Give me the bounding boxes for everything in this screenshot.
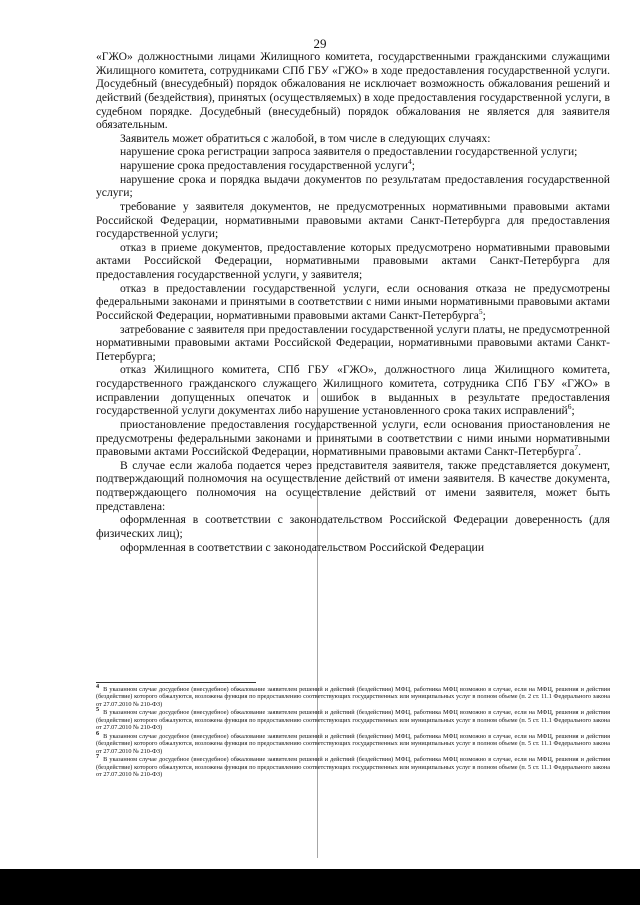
body-paragraph xyxy=(96,145,610,159)
body-paragraph xyxy=(96,50,610,132)
paragraph-text: нарушение срока предоставления государственной услуги xyxy=(120,159,408,172)
paragraph-text: оформленная в соответствии с законодательством Российской Федерации xyxy=(120,540,485,554)
paragraph-text: оформленная в соответствии с законодательством Российской Федерации доверенность (для физических лиц); xyxy=(96,513,610,540)
paragraph-punct: . xyxy=(578,445,582,459)
footnote-number: 7 xyxy=(96,753,100,761)
footnote-text: В указанном случае досудебное (внесудебное) обжалование заявителем решений и действий (бездействия) МФЦ, работника МФЦ возможно в случае, если на МФЦ, решения и действия (бездействие) которого обжалуются, возложена функция по предоставлению соответствующих государственных или муниципальных услуг в полном объеме (п. 5 ст. 11.1 Федерального закона от 27.07.2010 № 210-ФЗ) xyxy=(96,756,610,779)
footnote-number: 5 xyxy=(96,706,100,714)
paragraph-text: Заявитель может обратиться с жалобой, в том числе в следующих случаях: xyxy=(120,131,491,145)
paragraph-punct: ; xyxy=(411,159,415,172)
footnote-ref[interactable]: 5 xyxy=(478,307,483,317)
body-paragraph xyxy=(96,200,610,241)
body-paragraph xyxy=(96,459,610,514)
footnote-text: В указанном случае досудебное (внесудебное) обжалование заявителем решений и действий (бездействия) МФЦ, работника МФЦ возможно в случае, если на МФЦ, решения и действия (бездействие) которого обжалуются, возложена функция по предоставлению соответствующих государственных или муниципальных услуг в полном объеме (п. 2 ст. 11.1 Федерального закона от 27.07.2010 № 210-ФЗ) xyxy=(96,686,610,708)
body-paragraph xyxy=(96,541,610,555)
body-paragraph xyxy=(96,173,610,200)
footnote-number: 4 xyxy=(96,682,100,690)
body-paragraph xyxy=(96,159,610,173)
body-text xyxy=(96,50,610,554)
paragraph-text: нарушение срока регистрации запроса заявителя о предоставлении государственной услуги; xyxy=(120,145,578,159)
footnote-separator xyxy=(96,682,256,683)
paragraph-text: отказ в приеме документов, предоставление которых предусмотрено нормативными правовыми актами Российской Федерации, нормативными правовыми актами Санкт-Петербурга для предоставления государственной услуги, у заявителя; xyxy=(96,240,610,281)
footnotes xyxy=(96,682,610,780)
paragraph-punct: ; xyxy=(482,308,486,322)
footnote-text: В указанном случае досудебное (внесудебное) обжалование заявителем решений и действий (бездействия) МФЦ, работника МФЦ возможно в случае, если на МФЦ, решения и действия (бездействие) которого обжалуются, возложена функция по предоставлению соответствующих государственных или муниципальных услуг в полном объеме (п. 5 ст. 11.1 Федерального закона от 27.07.2010 № 210-ФЗ) xyxy=(96,732,610,755)
body-paragraph xyxy=(96,323,610,364)
footnote-ref[interactable]: 7 xyxy=(574,443,579,453)
scan-bottom-band xyxy=(0,869,640,905)
paragraph-punct: ; xyxy=(571,404,575,418)
page-number: 29 xyxy=(313,36,327,51)
footnote-ref[interactable]: 6 xyxy=(567,402,572,412)
body-paragraph xyxy=(96,363,610,418)
paragraph-text: требование у заявителя документов, не предусмотренных нормативными правовыми актами Российской Федерации, нормативными правовыми актами Санкт-Петербурга для предоставления государственной услуги; xyxy=(96,199,610,241)
paragraph-text: нарушение срока и порядка выдачи документов по результатам предоставления государственной услуги; xyxy=(96,172,610,200)
body-paragraph xyxy=(96,418,610,459)
scan-fold-line xyxy=(317,388,318,858)
footnote xyxy=(96,729,610,755)
paragraph-text: В случае если жалоба подается через представителя заявителя, также представляется документ, подтверждающий полномочия на осуществление действий от имени заявителя. В качестве документа, подтверждающего полномочия на осуществление действий от имени заявителя, может быть представлена: xyxy=(96,458,610,513)
footnote xyxy=(96,706,610,732)
paragraph-text: «ГЖО» должностными лицами Жилищного комитета, государственными гражданскими служащими Жилищного комитета, сотрудниками СПб ГБУ «ГЖО» в ходе предоставления государственной услуги. Досудебный (внесудебный) порядок обжалования не исключает возможность обжалования решений и действий (бездействия), принятых (осуществляемых) в ходе предоставления государственной услуги, в судебном порядке. Досудебный (внесудебный) порядок обжалования не является для заявителя обязательным. xyxy=(96,50,610,132)
footnote-text: В указанном случае досудебное (внесудебное) обжалование заявителем решений и действий (бездействия) МФЦ, работника МФЦ возможно в случае, если на МФЦ, решения и действия (бездействие) которого обжалуются, возложена функция по предоставлению соответствующих государственных или муниципальных услуг в полном объеме (п. 5 ст. 11.1 Федерального закона от 27.07.2010 № 210-ФЗ) xyxy=(96,709,610,732)
paragraph-text: приостановление предоставления государственной услуги, если основания приостановления не предусмотрены федеральными законами и принятыми в соответствии с ними иными нормативными правовыми актами Российской Федерации, нормативными правовыми актами Санкт-Петербурга xyxy=(96,417,610,459)
paragraph-text: затребование с заявителя при предоставлении государственной услуги платы, не предусмотренной нормативными правовыми актами Российской Федерации, нормативными правовыми актами Санкт-Петербурга; xyxy=(96,322,610,363)
body-paragraph xyxy=(96,132,610,146)
footnote-ref[interactable]: 4 xyxy=(407,157,412,167)
footnote xyxy=(96,753,610,779)
footnote-number: 6 xyxy=(96,729,100,737)
body-paragraph xyxy=(96,282,610,323)
paragraph-text: отказ Жилищного комитета, СПб ГБУ «ГЖО», должностного лица Жилищного комитета, государственного гражданского служащего Жилищного комитета, сотрудника СПб ГБУ «ГЖО» в исправлении допущенных опечаток и ошибок в выданных в результате предоставления государственной услуги документах либо нарушение установленного срока таких исправлений xyxy=(96,363,610,418)
body-paragraph xyxy=(96,241,610,282)
paragraph-text: отказ в предоставлении государственной услуги, если основания отказа не предусмотрены федеральными законами и принятыми в соответствии с ними иными нормативными правовыми актами Российской Федерации, нормативными правовыми актами Санкт-Петербурга xyxy=(96,281,610,322)
body-paragraph xyxy=(96,513,610,540)
footnote xyxy=(96,682,610,708)
